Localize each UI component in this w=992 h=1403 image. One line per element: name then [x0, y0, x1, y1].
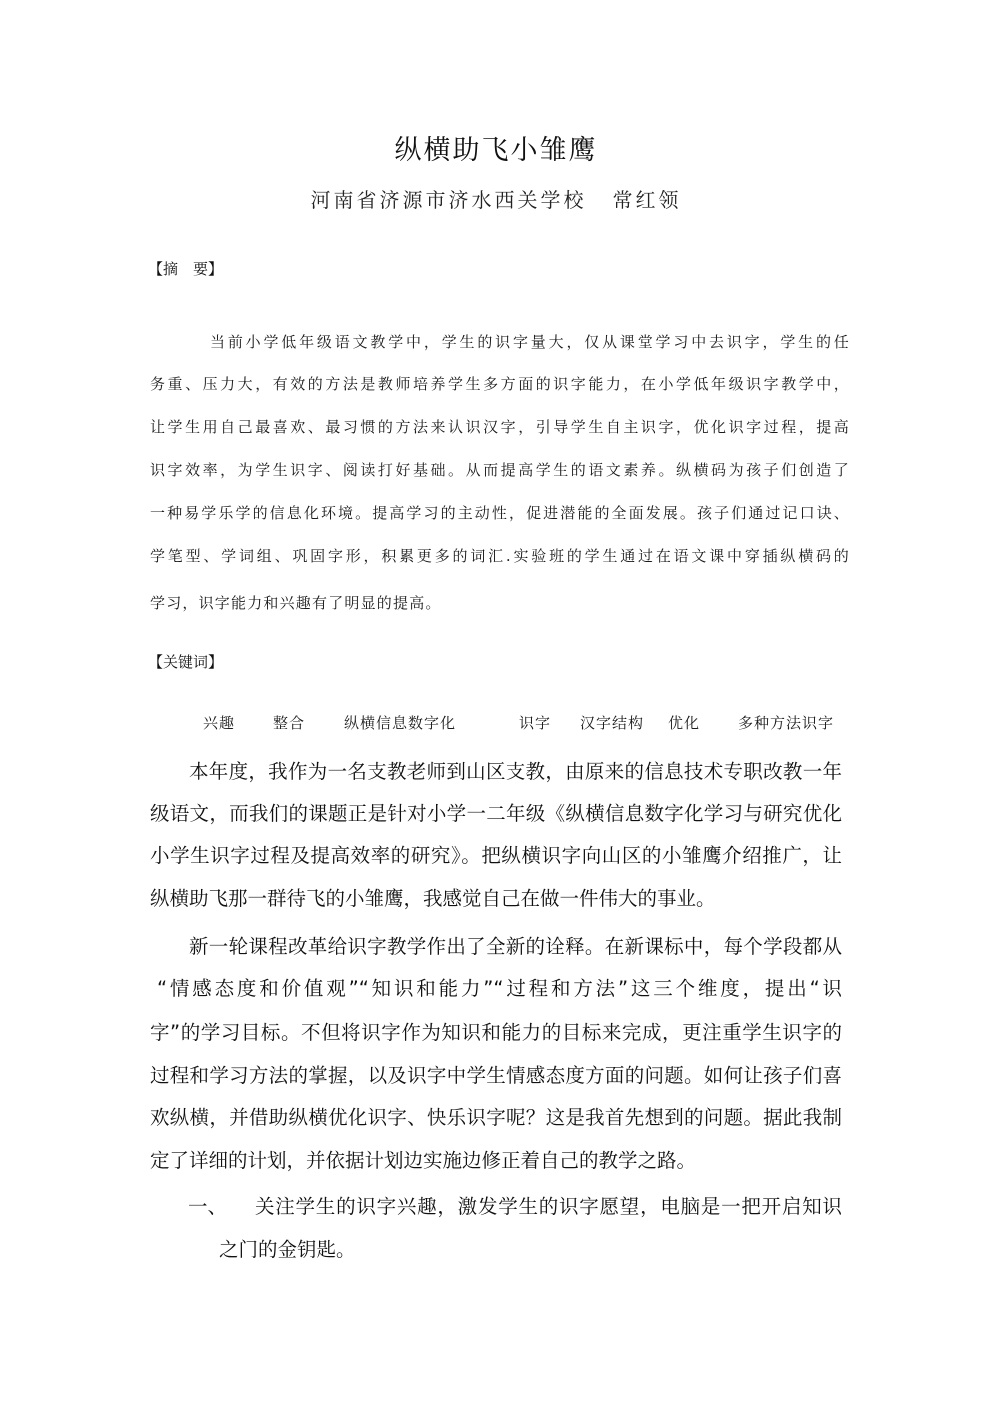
body-line: 过程和学习方法的掌握，以及识字中学生情感态度方面的问题。如何让孩子们喜 — [150, 1064, 842, 1087]
keyword: 整合 — [273, 714, 306, 732]
document-title: 纵横助飞小雏鹰 — [394, 135, 598, 166]
body-line: 字”的学习目标。不但将识字作为知识和能力的目标来完成，更注重学生识字的 — [150, 1021, 842, 1044]
keyword: 纵横信息数字化 — [344, 714, 457, 732]
body-line: 新一轮课程改革给识字教学作出了全新的诠释。在新课标中，每个学段都从 — [189, 935, 842, 958]
abstract-line: 务重、压力大，有效的方法是教师培养学生多方面的识字能力，在小学低年级识字教学中， — [150, 375, 850, 393]
abstract-line: 学习，识字能力和兴趣有了明显的提高。 — [150, 594, 442, 612]
abstract-line: 让学生用自己最喜欢、最习惯的方法来认识汉字，引导学生自主识字，优化识字过程，提高 — [150, 418, 850, 436]
abstract-label: 【摘 要】 — [148, 260, 224, 278]
author-name: 常红领 — [612, 188, 682, 212]
abstract-line: 识字效率，为学生识字、阅读打好基础。从而提高学生的语文素养。纵横码为孩子们创造了 — [150, 461, 850, 479]
author-affiliation: 河南省济源市济水西关学校 — [310, 188, 587, 212]
section-number: 一、 — [188, 1195, 228, 1218]
body-line: 小学生识字过程及提高效率的研究》。把纵横识字向山区的小雏鹰介绍推广，让 — [150, 844, 842, 867]
section-heading-line: 关注学生的识字兴趣，激发学生的识字愿望，电脑是一把开启知识 — [255, 1195, 842, 1218]
keyword: 多种方法识字 — [738, 714, 835, 732]
body-line: 级语文，而我们的课题正是针对小学一二年级《纵横信息数字化学习与研究优化 — [150, 802, 842, 825]
body-line: 定了详细的计划，并依据计划边实施边修正着自己的教学之路。 — [150, 1149, 697, 1172]
abstract-line: 学笔型、学词组、巩固字形，积累更多的词汇.实验班的学生通过在语文课中穿插纵横码的 — [150, 547, 850, 565]
abstract-line: 当前小学低年级语文教学中，学生的识字量大，仅从课堂学习中去识字，学生的任 — [210, 333, 850, 351]
body-line: “情感态度和价值观”“知识和能力”“过程和方法”这三个维度，提出“识 — [157, 977, 842, 1000]
body-line: 本年度，我作为一名支教老师到山区支教，由原来的信息技术专职改教一年 — [189, 760, 842, 783]
body-line: 欢纵横，并借助纵横优化识字、快乐识字呢？这是我首先想到的问题。据此我制 — [150, 1106, 842, 1129]
body-line: 纵横助飞那一群待飞的小雏鹰，我感觉自己在做一件伟大的事业。 — [150, 887, 716, 910]
section-heading-line: 之门的金钥匙。 — [219, 1238, 356, 1261]
author-line — [0, 184, 992, 213]
abstract-line: 一种易学乐学的信息化环境。提高学习的主动性，促进潜能的全面发展。孩子们通过记口诀、 — [150, 504, 850, 522]
keyword: 汉字结构 — [580, 714, 645, 732]
keyword: 兴趣 — [203, 714, 236, 732]
keyword: 优化 — [668, 714, 701, 732]
keyword: 识字 — [519, 714, 552, 732]
keywords-label: 【关键词】 — [148, 653, 224, 671]
